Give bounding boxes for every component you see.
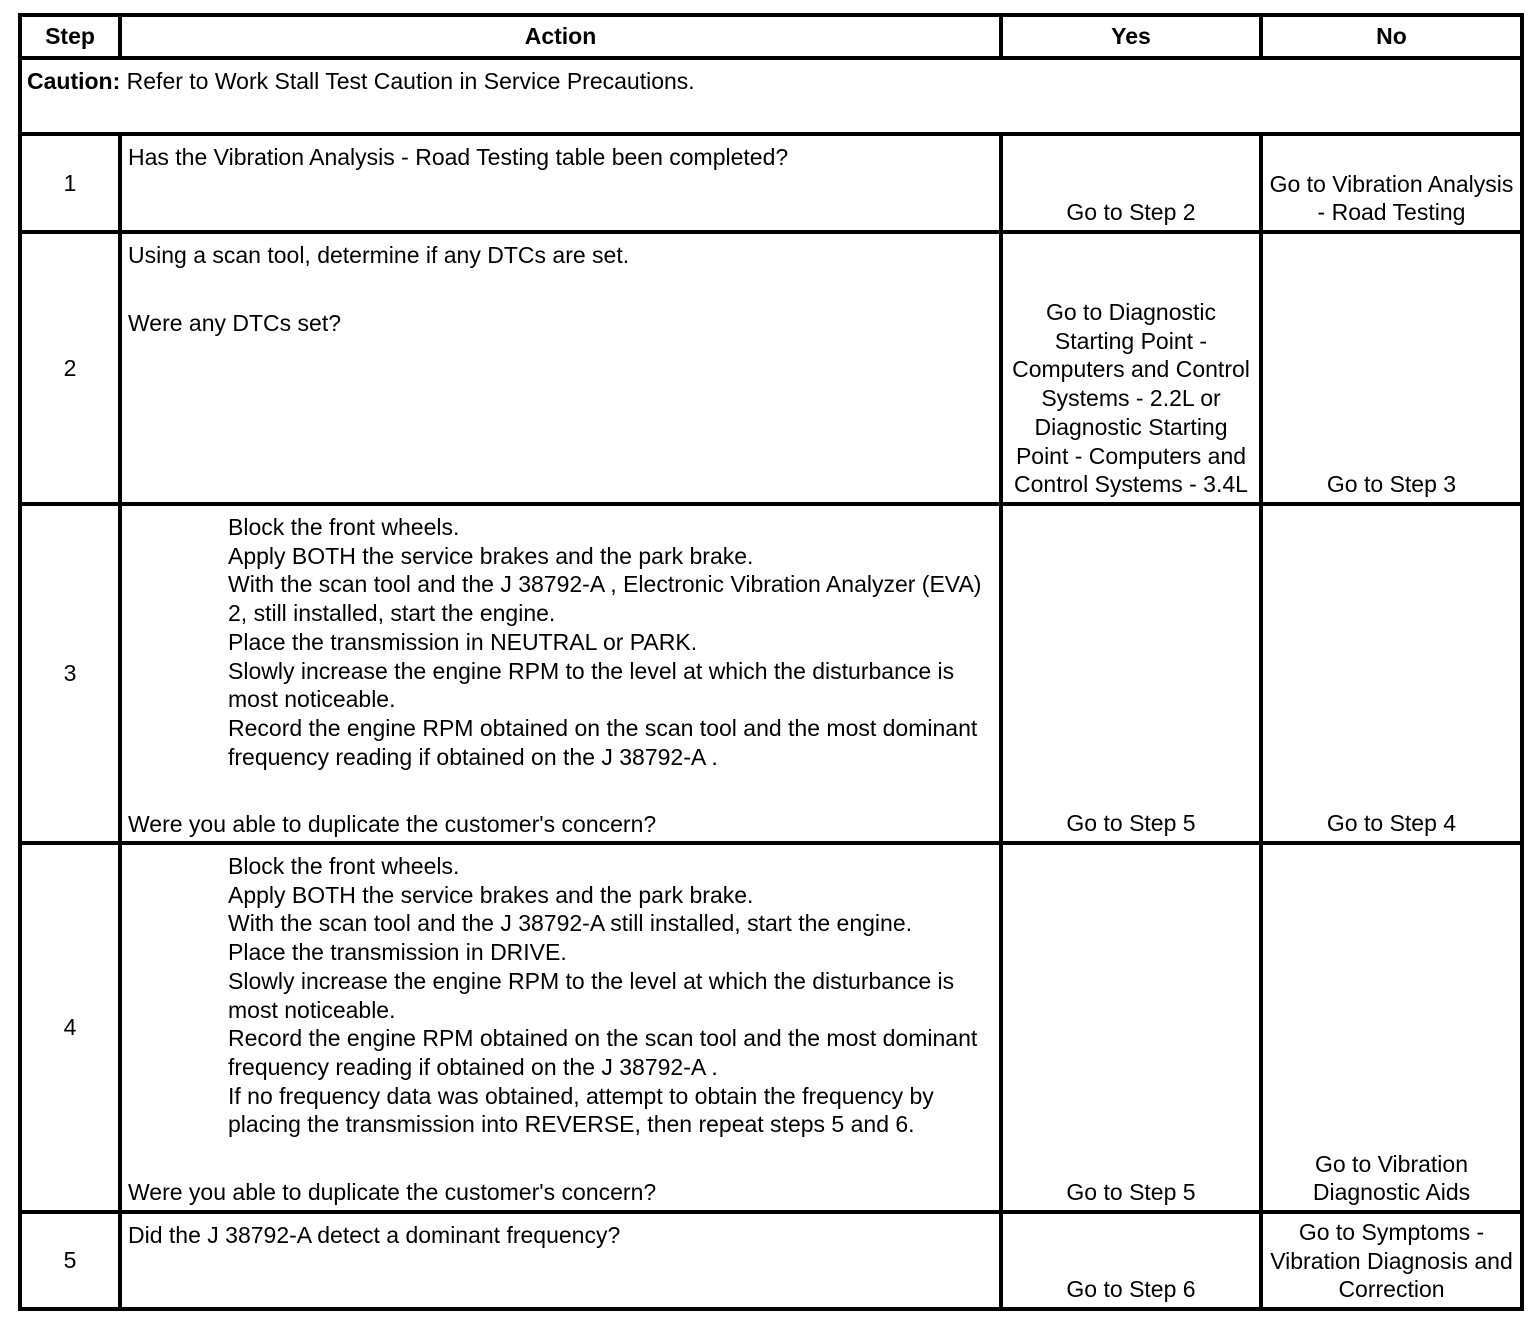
no-result: Go to Step 4 (1261, 504, 1522, 843)
list-item: Block the front wheels. (228, 853, 460, 879)
step-number: 4 (20, 843, 120, 1212)
action-text: Has the Vibration Analysis - Road Testing table been completed? (128, 144, 789, 170)
list-item: Slowly increase the engine RPM to the level at which the disturbance is most noticeable. (228, 657, 955, 713)
action-cell (120, 843, 1001, 1212)
diagnostic-table (18, 13, 1524, 1311)
no-result: Go to Vibration Diagnostic Aids (1261, 843, 1522, 1212)
yes-result: Go to Diagnostic Starting Point - Computers and Control Systems - 2.2L or Diagnostic Starting Point - Computers and Control Systems - 3.4L (1001, 232, 1261, 504)
list-item: Record the engine RPM obtained on the scan tool and the most dominant frequency reading if obtained on the J 38792-A . (228, 714, 978, 770)
step-number: 1 (20, 134, 120, 232)
list-item: With the scan tool and the J 38792-A , Electronic Vibration Analyzer (EVA) 2, still installed, start the engine. (228, 571, 982, 627)
yes-result: Go to Step 2 (1001, 134, 1261, 232)
header-row (20, 15, 1522, 58)
no-result: Go to Vibration Analysis - Road Testing (1261, 134, 1522, 232)
list-item: Place the transmission in NEUTRAL or PARK. (228, 628, 698, 655)
header-no: No (1261, 15, 1522, 58)
action-cell (120, 134, 1001, 232)
yes-result: Go to Step 5 (1001, 843, 1261, 1212)
list-item: Place the transmission in DRIVE. (228, 939, 567, 966)
no-result: Go to Step 3 (1261, 232, 1522, 504)
action-steps-list (128, 852, 993, 1139)
caution-cell (20, 58, 1522, 134)
list-item: Apply BOTH the service brakes and the park brake. (228, 542, 754, 569)
action-text: Did the J 38792-A detect a dominant frequency? (128, 1222, 621, 1248)
table-row (20, 843, 1522, 1212)
list-item: If no frequency data was obtained, attempt to obtain the frequency by placing the transmission into REVERSE, then repeat steps 5 and 6. (228, 1082, 934, 1138)
table-row (20, 504, 1522, 843)
step-number: 2 (20, 232, 120, 504)
step-number: 3 (20, 504, 120, 843)
no-result: Go to Symptoms - Vibration Diagnosis and Correction (1261, 1212, 1522, 1309)
caution-label: Caution: (27, 68, 121, 94)
action-cell (120, 1212, 1001, 1309)
yes-result: Go to Step 5 (1001, 504, 1261, 843)
action-question: Were you able to duplicate the customer's concern? (128, 1179, 657, 1206)
caution-text: Refer to Work Stall Test Caution in Service Precautions. (120, 68, 695, 94)
action-text: Using a scan tool, determine if any DTCs are set. (128, 242, 630, 268)
action-question: Were any DTCs set? (128, 309, 342, 336)
list-item: With the scan tool and the J 38792-A still installed, start the engine. (228, 910, 913, 937)
action-cell (120, 232, 1001, 504)
step-number: 5 (20, 1212, 120, 1309)
caution-row (20, 58, 1522, 134)
table-row (20, 1212, 1522, 1309)
header-action: Action (120, 15, 1001, 58)
list-item: Slowly increase the engine RPM to the level at which the disturbance is most noticeable. (228, 967, 955, 1023)
action-question: Were you able to duplicate the customer's concern? (128, 811, 657, 838)
header-yes: Yes (1001, 15, 1261, 58)
action-cell (120, 504, 1001, 843)
table-row (20, 134, 1522, 232)
header-step: Step (20, 15, 120, 58)
action-steps-list (128, 513, 993, 771)
list-item: Record the engine RPM obtained on the scan tool and the most dominant frequency reading if obtained on the J 38792-A . (228, 1025, 978, 1080)
list-item: Apply BOTH the service brakes and the park brake. (228, 881, 754, 908)
table-row (20, 232, 1522, 504)
list-item: Block the front wheels. (228, 514, 460, 540)
yes-result: Go to Step 6 (1001, 1212, 1261, 1309)
